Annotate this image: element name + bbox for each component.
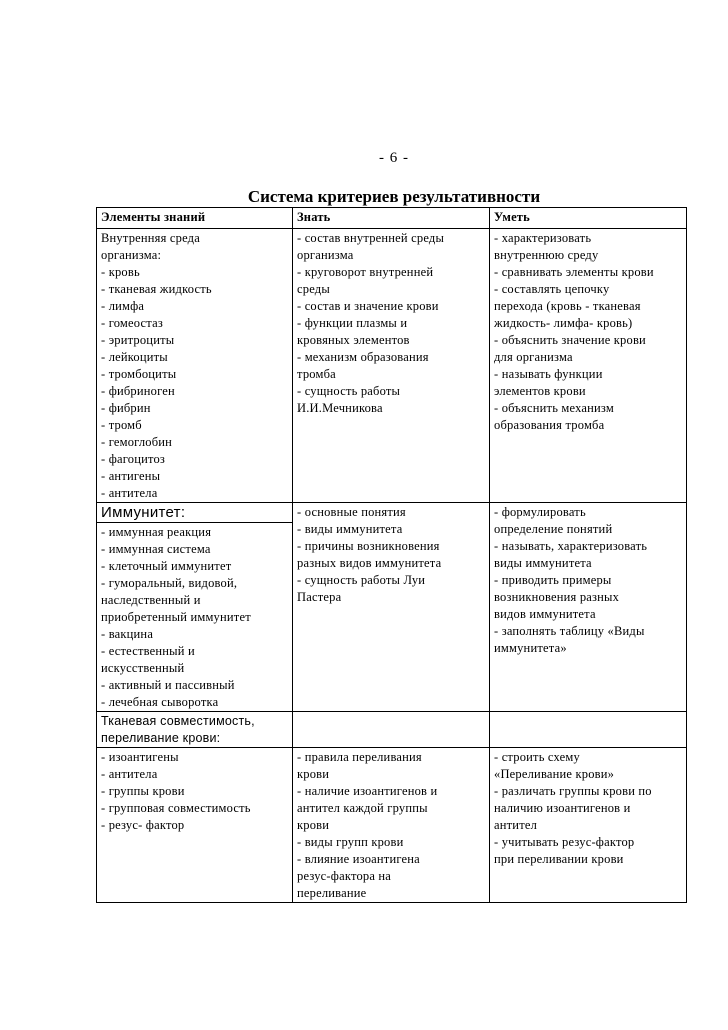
cell-text-line: - естественный и (101, 644, 195, 658)
table-row (97, 229, 687, 503)
cell-text-line: при переливании крови (494, 852, 624, 866)
cell-text-line: - объяснить механизм (494, 401, 614, 415)
section-title-immunity: Иммунитет: (97, 503, 292, 523)
cell-text-line: - иммунная реакция (101, 525, 212, 539)
cell-text-line: резус-фактора на (297, 869, 392, 883)
cell-text-line: - формулировать (494, 505, 586, 519)
cell-text-line: - антигены (101, 469, 161, 483)
cell-text-line: среды (297, 282, 330, 296)
cell-text-line: - заполнять таблицу «Виды (494, 624, 645, 638)
cell-text-line: - антитела (101, 767, 158, 781)
cell-text-line: - фагоцитоз (101, 452, 166, 466)
cell-text-line: Внутренняя среда (101, 231, 200, 245)
can-cell (490, 503, 687, 712)
cell-text-line: - группы крови (101, 784, 185, 798)
cell-text-line: - виды групп крови (297, 835, 404, 849)
cell-text-line: перехода (кровь - тканевая (494, 299, 641, 313)
cell-text-line: И.И.Мечникова (297, 401, 383, 415)
cell-text-line: - тромбоциты (101, 367, 177, 381)
table-row (97, 712, 687, 748)
header-cell-elements: Элементы знаний (97, 208, 293, 229)
know-cell (293, 712, 490, 748)
cell-text-line: элементов крови (494, 384, 586, 398)
cell-text-line: антител (494, 818, 538, 832)
cell-text-line: образования тромба (494, 418, 605, 432)
cell-text-line: кровяных элементов (297, 333, 410, 347)
cell-text-line: видов иммунитета (494, 607, 596, 621)
cell-text-line: приобретенный иммунитет (101, 610, 251, 624)
cell-text-line: - состав внутренней среды (297, 231, 445, 245)
cell-text-line: - состав и значение крови (297, 299, 439, 313)
table-row (97, 748, 687, 903)
cell-text-line: - сравнивать элементы крови (494, 265, 654, 279)
cell-text-line: - фибриноген (101, 384, 175, 398)
document-title: Система критериев результативности (247, 187, 541, 206)
cell-text-line: наличию изоантигенов и (494, 801, 631, 815)
cell-text-line: - называть функции (494, 367, 603, 381)
header-cell-know: Знать (293, 208, 490, 229)
cell-text-line: - сущность работы Луи (297, 573, 426, 587)
cell-text-line: - причины возникновения (297, 539, 440, 553)
cell-text-line: - влияние изоантигена (297, 852, 420, 866)
knowledge-elements-cell (97, 748, 293, 903)
cell-text-line: - сущность работы (297, 384, 401, 398)
cell-text-line: - различать группы крови по (494, 784, 652, 798)
know-cell (293, 229, 490, 503)
cell-text-line: - составлять цепочку (494, 282, 610, 296)
knowledge-elements-cell (97, 229, 293, 503)
cell-text-line: Пастера (297, 590, 342, 604)
cell-text-line: - объяснить значение крови (494, 333, 646, 347)
cell-text-line: возникновения разных (494, 590, 620, 604)
cell-text-line: - активный и пассивный (101, 678, 235, 692)
cell-text-line: крови (297, 767, 330, 781)
cell-text-line: - виды иммунитета (297, 522, 403, 536)
cell-text-line: - тканевая жидкость (101, 282, 212, 296)
cell-text-line: определение понятий (494, 522, 613, 536)
cell-text-line: виды иммунитета (494, 556, 592, 570)
cell-text-line: - гуморальный, видовой, (101, 576, 238, 590)
know-cell (293, 748, 490, 903)
cell-text-line: - лимфа (101, 299, 145, 313)
cell-text-line: антител каждой группы (297, 801, 428, 815)
cell-text-line: - гемоглобин (101, 435, 173, 449)
cell-text-line: организма: (101, 248, 162, 262)
cell-text-line: тромба (297, 367, 336, 381)
section-title-compatibility: Тканевая совместимость, переливание крови: (97, 712, 293, 748)
criteria-table (96, 207, 687, 903)
cell-text-line: - приводить примеры (494, 573, 612, 587)
cell-text-line: - лечебная сыворотка (101, 695, 219, 709)
cell-text-line: - наличие изоантигенов и (297, 784, 438, 798)
cell-text-line: разных видов иммунитета (297, 556, 442, 570)
table-row (97, 503, 687, 712)
cell-text-line: - функции плазмы и (297, 316, 408, 330)
cell-text-line: «Переливание крови» (494, 767, 615, 781)
cell-text-line: организма (297, 248, 354, 262)
header-cell-can: Уметь (490, 208, 687, 229)
cell-text-line: внутреннюю среду (494, 248, 599, 262)
cell-text-line: - клеточный иммунитет (101, 559, 232, 573)
cell-text-line: - тромб (101, 418, 142, 432)
cell-text-line: - называть, характеризовать (494, 539, 648, 553)
cell-text-line: - гомеостаз (101, 316, 163, 330)
knowledge-elements-cell (97, 503, 293, 712)
cell-text-line: - иммунная система (101, 542, 211, 556)
cell-text-line: - изоантигены (101, 750, 179, 764)
cell-text-line: - основные понятия (297, 505, 406, 519)
can-cell (490, 748, 687, 903)
cell-text-line: - лейкоциты (101, 350, 168, 364)
cell-text-line: - механизм образования (297, 350, 429, 364)
cell-text-line: - групповая совместимость (101, 801, 251, 815)
cell-text-line: иммунитета» (494, 641, 567, 655)
cell-text-line: - фибрин (101, 401, 151, 415)
can-cell (490, 229, 687, 503)
cell-text-line: - учитывать резус-фактор (494, 835, 635, 849)
cell-text-line: для организма (494, 350, 573, 364)
cell-text-line: - круговорот внутренней (297, 265, 434, 279)
cell-text-line: искусственный (101, 661, 185, 675)
page-number: - 6 - (379, 150, 409, 166)
cell-text-line: - антитела (101, 486, 158, 500)
can-cell (490, 712, 687, 748)
cell-text-line: - резус- фактор (101, 818, 185, 832)
cell-text-line: - правила переливания (297, 750, 422, 764)
table-header-row (97, 208, 687, 229)
know-cell (293, 503, 490, 712)
cell-text-line: - строить схему (494, 750, 580, 764)
cell-text-line: переливание (297, 886, 367, 900)
cell-text-line: - характеризовать (494, 231, 592, 245)
cell-text-line: наследственный и (101, 593, 201, 607)
cell-text-line: - эритроциты (101, 333, 175, 347)
cell-text-line: - кровь (101, 265, 140, 279)
cell-text-line: крови (297, 818, 330, 832)
cell-text-line: - вакцина (101, 627, 154, 641)
cell-text-line: жидкость- лимфа- кровь) (494, 316, 633, 330)
